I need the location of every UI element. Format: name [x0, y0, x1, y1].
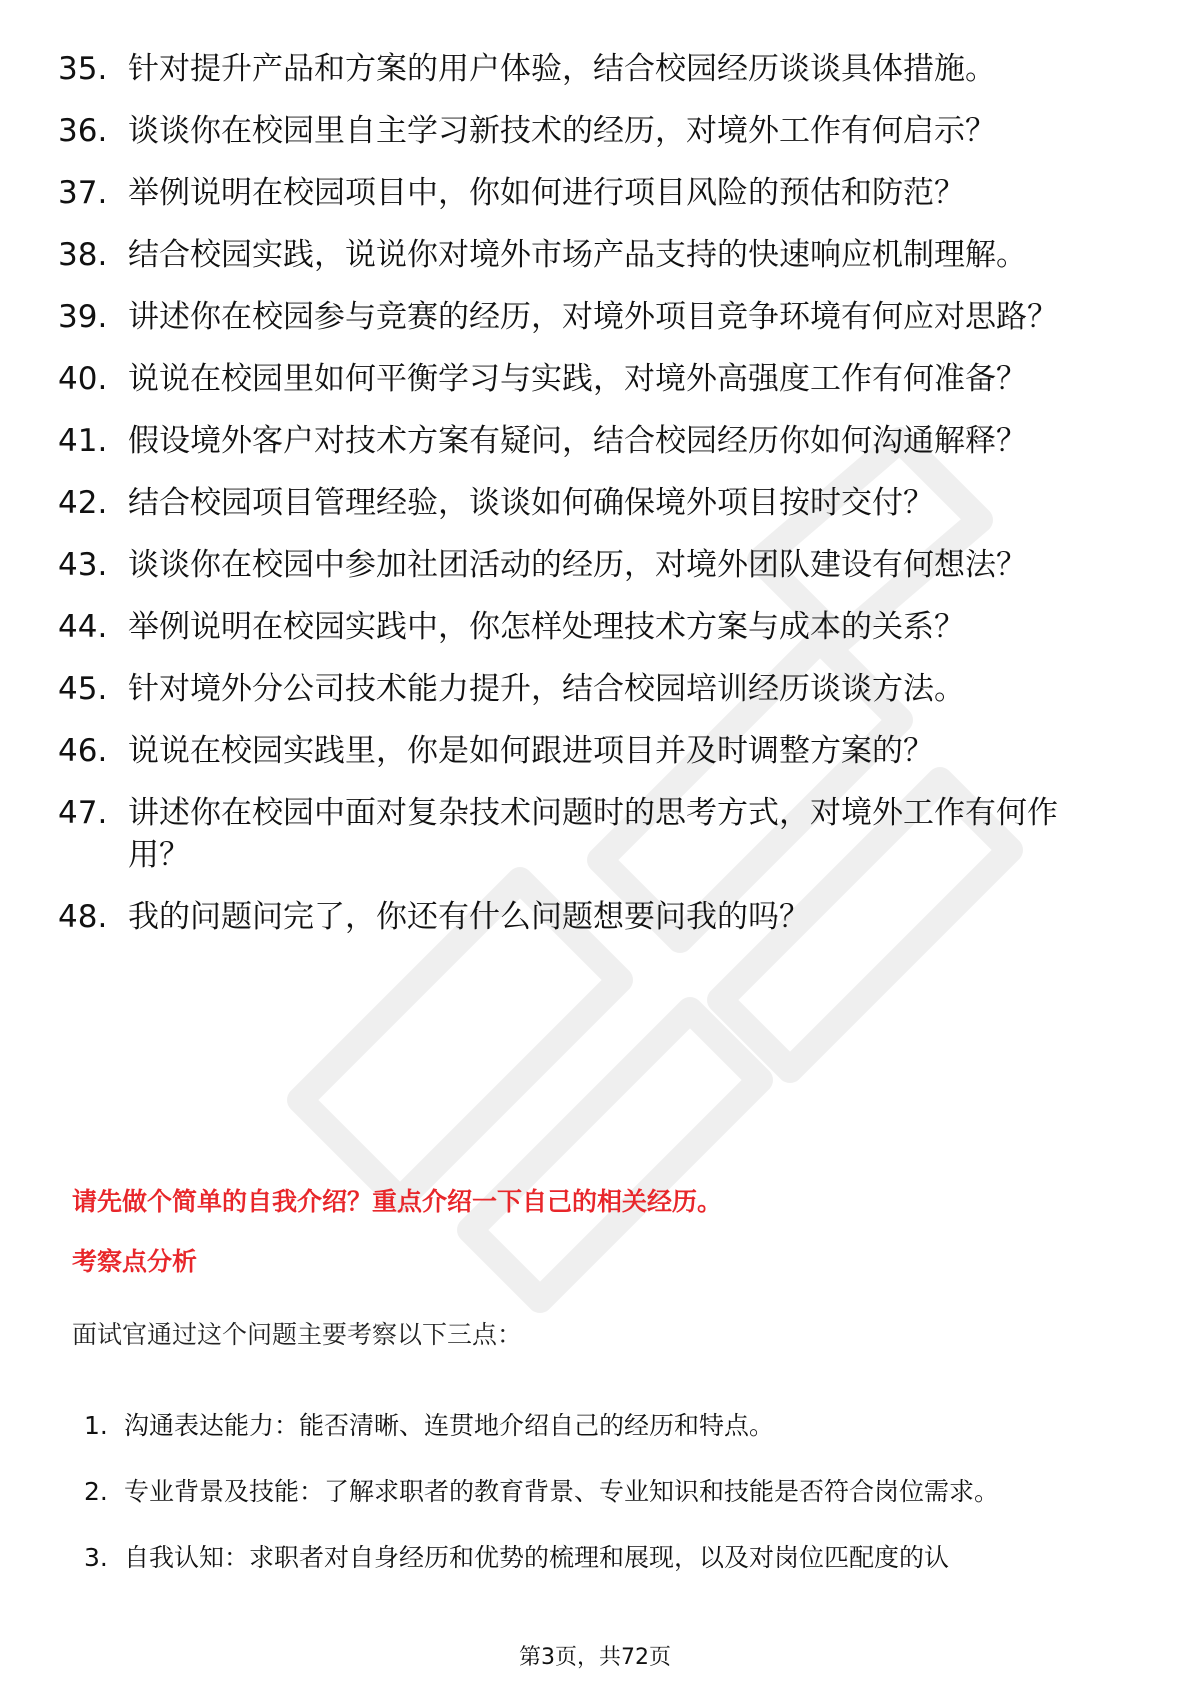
question-number: 38. [58, 237, 108, 273]
point-number: 3. [84, 1543, 108, 1572]
question-item [58, 358, 1118, 400]
question-item [58, 420, 1118, 462]
section-intro: 面试官通过这个问题主要考察以下三点： [72, 1320, 523, 1349]
question-item [58, 296, 1118, 338]
question-text: 谈谈你在校园里自主学习新技术的经历，对境外工作有何启示？ [128, 113, 996, 149]
question-item [58, 668, 1118, 710]
question-number: 45. [58, 671, 108, 707]
point-list [84, 1398, 1114, 1596]
point-item [84, 1530, 1114, 1586]
question-item [58, 544, 1118, 586]
question-number: 46. [58, 733, 108, 769]
question-text: 针对提升产品和方案的用户体验，结合校园经历谈谈具体措施。 [128, 51, 996, 87]
question-number: 39. [58, 299, 108, 335]
question-text: 结合校园项目管理经验，谈谈如何确保境外项目按时交付？ [128, 485, 934, 521]
question-number: 37. [58, 175, 108, 211]
question-text: 讲述你在校园中面对复杂技术问题时的思考方式，对境外工作有何作用？ [128, 795, 1058, 873]
question-text: 我的问题问完了，你还有什么问题想要问我的吗？ [128, 899, 810, 935]
section-title: 请先做个简单的自我介绍？重点介绍一下自己的相关经历。 [72, 1187, 723, 1216]
question-number: 36. [58, 113, 108, 149]
question-number: 48. [58, 899, 108, 935]
question-item [58, 482, 1118, 524]
point-text: 沟通表达能力：能否清晰、连贯地介绍自己的经历和特点。 [124, 1411, 775, 1440]
question-text: 假设境外客户对技术方案有疑问，结合校园经历你如何沟通解释？ [128, 423, 1027, 459]
point-item [84, 1464, 1114, 1520]
question-list [58, 48, 1118, 958]
question-item [58, 730, 1118, 772]
question-text: 说说在校园里如何平衡学习与实践，对境外高强度工作有何准备？ [128, 361, 1027, 397]
question-item [58, 48, 1118, 90]
point-text: 自我认知：求职者对自身经历和优势的梳理和展现，以及对岗位匹配度的认 [124, 1543, 950, 1572]
question-text: 举例说明在校园实践中，你怎样处理技术方案与成本的关系？ [128, 609, 965, 645]
question-number: 47. [58, 795, 108, 831]
question-item [58, 606, 1118, 648]
question-item [58, 234, 1118, 276]
question-item [58, 110, 1118, 152]
question-text: 谈谈你在校园中参加社团活动的经历，对境外团队建设有何想法？ [128, 547, 1027, 583]
point-number: 1. [84, 1411, 108, 1440]
question-item [58, 896, 1118, 938]
section-subtitle: 考察点分析 [72, 1247, 198, 1276]
question-number: 42. [58, 485, 108, 521]
question-text: 结合校园实践，说说你对境外市场产品支持的快速响应机制理解。 [128, 237, 1027, 273]
question-number: 35. [58, 51, 108, 87]
question-text: 针对境外分公司技术能力提升，结合校园培训经历谈谈方法。 [128, 671, 965, 707]
question-text: 说说在校园实践里，你是如何跟进项目并及时调整方案的？ [128, 733, 934, 769]
question-number: 40. [58, 361, 108, 397]
question-number: 43. [58, 547, 108, 583]
question-number: 41. [58, 423, 108, 459]
question-text: 举例说明在校园项目中，你如何进行项目风险的预估和防范？ [128, 175, 965, 211]
point-item [84, 1398, 1114, 1454]
question-number: 44. [58, 609, 108, 645]
question-text: 讲述你在校园参与竞赛的经历，对境外项目竞争环境有何应对思路？ [128, 299, 1058, 335]
point-number: 2. [84, 1477, 108, 1506]
point-text: 专业背景及技能：了解求职者的教育背景、专业知识和技能是否符合岗位需求。 [124, 1477, 1000, 1506]
question-item [58, 792, 1118, 876]
question-item [58, 172, 1118, 214]
page-footer: 第3页，共72页 [519, 1645, 671, 1670]
